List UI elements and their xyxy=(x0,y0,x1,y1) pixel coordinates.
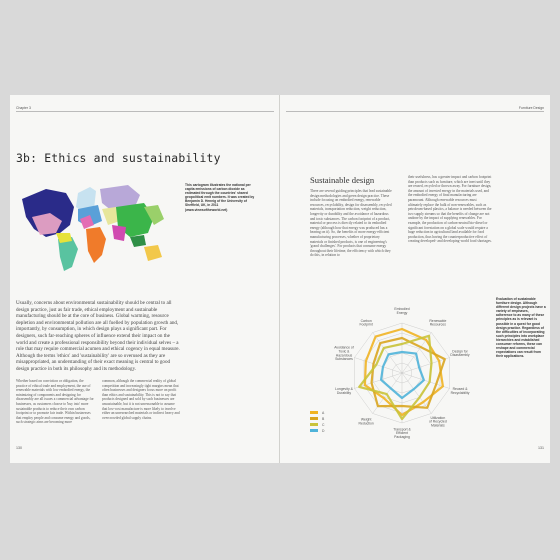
left-column-1: Whether based on conviction or obligation, the practice of ethical trade and employment, the use of renewable materials with low embodied energy, the minimizing of components and designing for disassembly are all issues a commercial advantage for businesses, as customers choose to 'buy into' more sustainable products to reduce their own carbon footprint or to promote fair trade. Within businesses that employ people and consume energy and goods, such strategic aims are becoming more xyxy=(16,379,94,425)
sustainability-radar-diagram xyxy=(304,305,480,445)
right-column-1: There are several guiding principles that lead sustainable design methodologies and green design practice. These include focusing on embodied energy, renewable resources, recyclability, design for disassembly, recycled materials, transportation reduction, weight reduction, longevity or durability and the avoidance of hazardous and toxic substances. The carbon footprint of a product, material or process is directly related to its embodied energy (although how that energy was produced has a bearing on it). So, the benefits of more energy-efficient manufacturing processes, whether of proprietary materials or finished products, is one of engineering's 'grand challenges'. For products that consume energy throughout their lifetime, the efficiency with which they do this, in relation to xyxy=(310,189,392,258)
running-head-left: Chapter 3 xyxy=(16,106,31,110)
legend-swatch xyxy=(310,423,318,426)
radar-axis-label: Embodied Energy xyxy=(394,307,410,315)
figure-caption: This cartogram illustrates the national per capita emissions of carbon dioxide as estimated through the countries' shared geopolitical emit numbers. It was created by Benjamin D. Hennig of the University of Sheffield, UK, in 2011 (www.viewsoftheworld.net) xyxy=(185,183,255,212)
radar-axis-label: Avoidance of Toxic & Hazardous Substances xyxy=(334,345,354,362)
radar-axis-label: Renewable Resources xyxy=(429,318,447,327)
folio-right: 131 xyxy=(538,446,544,450)
radar-series-4 xyxy=(381,352,424,398)
world-cartogram-map xyxy=(16,181,174,273)
section-heading: Sustainable design xyxy=(310,175,375,185)
legend-label: C xyxy=(322,423,325,427)
legend-label: B xyxy=(322,417,325,421)
folio-left: 130 xyxy=(16,446,22,450)
left-column-2: common, although the commercial reality of global competition and increasingly tight margins mean that often businesses and designers focus more on profit than ethics and sustainability. This is not to say that products designed and sold by such businesses are unsustainable, but it is not unreasonable to assume that low-cost manufacture is more likely to involve either an unresearched materials or indirect heavy and overcrowded global supply chains. xyxy=(102,379,180,420)
radar-axis-label: Utilization of Recycled Materials xyxy=(428,415,447,428)
radar-axis-label: Longevity & Durability xyxy=(335,387,353,395)
radar-axis-label: Reused & Recyclability xyxy=(450,387,470,395)
header-rule-left xyxy=(16,111,274,112)
india-region xyxy=(112,225,126,241)
legend-swatch xyxy=(310,417,318,420)
radar-axis-label: Transport & Efficient Packaging xyxy=(393,427,411,439)
left-page xyxy=(10,95,280,463)
radar-axis-label: Design for Disassembly xyxy=(450,349,470,358)
radar-axis-label: Carbon Footprint xyxy=(359,318,373,327)
legend-label: D xyxy=(322,429,325,433)
radar-axis-label: Weight Reduction xyxy=(358,417,374,426)
right-column-2: their usefulness, has a greater impact and carbon footprint than products such as furniture, which are inert until they are reused, recycled or thrown away. For furniture design, the amount of invested energy in the materials used, and the embodied energy of final manufacturing are paramount. Although renewable resources must ultimately replace the bulk of non-renewables, such as petroleum-based plastics, a balance is needed between the two supply streams so that the benefits of change are not undone by the impact of supplying renewables. For example, the production of carbon-neutral bio-diesel or significant forestation on a global scale would require a huge reduction in agricultural land available for food production, thus having the counterproductive effect of creating developed- and developing-world food shortages. xyxy=(408,175,492,244)
diagram-caption: Evaluation of sustainable furniture design. Although different design projects have a variety of emphases, adherence to as many of these principles as is relevant is possible in a quest for good design practice. Regardless of the difficulties of incorporating such principles into workplace hierarchies and established consumer reforms, these can reshape and commercial expectations can result from their applications. xyxy=(496,297,546,359)
legend-swatch xyxy=(310,429,318,432)
running-head-right: Furniture Design xyxy=(518,106,544,110)
right-page xyxy=(280,95,550,463)
section-title: 3b: Ethics and sustainability xyxy=(16,151,221,165)
body-intro: Usually, concerns about environmental sustainability should be central to all design practice, just as fair trade, ethical employment and sustainable manufacturing should be at the core of business. Global warming, resource depletion and environmental pollution are all fuelled by population growth and, importantly, by consumption, in which design plays a significant part. For designers, such far-reaching spheres of influence extend their impact on the world and create a professional responsibility beyond their individual selves – a role that may require commercial acumen and ethical cogency in equal measure. Although the terms 'ethics' and 'sustainability' are so overused as they are misappropriated, an understanding of their exact meaning is central to good design practice in both its philosophy and its methodology. xyxy=(16,300,180,372)
radar-spoke xyxy=(354,373,402,388)
legend-swatch xyxy=(310,411,318,414)
header-rule-right xyxy=(286,111,544,112)
legend-label: A xyxy=(322,411,325,415)
